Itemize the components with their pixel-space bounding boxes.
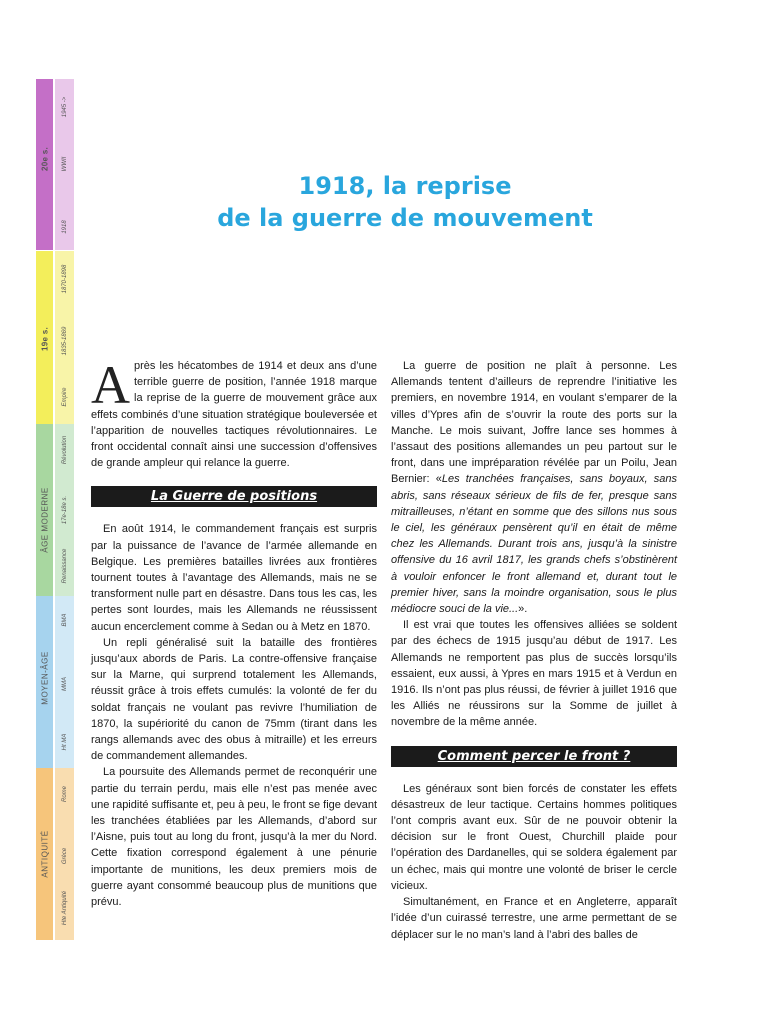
paragraph-text: La guerre de position ne plaît à personne. Les Allemands tentent d’ailleurs de reprendre l’initiative les premiers, en novembre 1914, en voulant s’emparer de la villes d’Ypres afin de s’ouvrir la route des ports sur la Manche. Le mois suivant, Joffre lance ses hommes à l’assaut des positions allemandes un peu partout sur le front, dans une impréparation révélée par un Poilu, Jean Bernier: « [391, 360, 677, 486]
timeline-main-band [36, 596, 53, 768]
intro-paragraph [91, 355, 377, 471]
intro-text: près les hécatombes de 1914 et deux ans d’une terrible guerre de position, l’année 1918 marque la reprise de la guerre de mouvement grâce aux effets combinés d’une situation stratégique bouleversée et l’apparition de nouvelles tactiques révolutionnaires. Le front occidental connaît ainsi une succession d’offensives de grande ampleur qui relance la guerre. [91, 360, 377, 470]
timeline-19th-century [36, 251, 74, 424]
body-paragraph: Il est vrai que toutes les offensives alliées se soldent par des échecs de 1915 jusqu’au début de 1917. Les Allemands ne remportent pas plus de succès lorsqu’ils essaient, eux aussi, à Ypres en mars 1915 et à Verdun en 1916. Ils n’ont pas plus réussi, de février à juillet 1916 que les Alliés ne réussirons sur la Somme de juillet à novembre de la même année. [391, 619, 677, 729]
body-paragraph: En août 1914, le commandement français est surpris par la puissance de l’avance de l’armée allemande en Belgique. Les premières batailles livrées aux frontières tournent toutes à l’avantage des Allemands, mais ne se transforment nulle part en désastre. Dans tous les cas, les pertes sont lourdes, mais les Allemands ne réussissent aucun encerclement comme à Sedan ou à Metz en 1870. [91, 523, 377, 633]
period-label: Rome [61, 785, 68, 803]
period-label: MMA [61, 677, 68, 691]
timeline-main-band [36, 424, 53, 596]
period-label: 1945 -> [61, 96, 68, 118]
timeline-main-band [36, 768, 53, 940]
body-paragraph: Les généraux sont bien forcés de constater les effets désastreux de leur tactique. Certains hommes politiques l’ont compris avant eux. Sûr de ne pouvoir obtenir la décision sur le front Ouest, Churchill plaide pour l’opération des Dardanelles, qui se soldera également par un échec, mais qui montre une volonté de briser le cercle vicieux. [391, 782, 677, 892]
timeline-main-band [36, 251, 53, 424]
timeline-sub-band [55, 768, 74, 940]
timeline-sub-band [55, 251, 74, 424]
period-label: Grèce [61, 847, 68, 865]
left-column [91, 355, 377, 910]
body-paragraph: Un repli généralisé suit la bataille des frontières jusqu’aux abords de Paris. La contre-offensive française sur la Marne, qui surprend totalement les Allemands, réussit grâce à trois effets cumulés: la volonté de fer du soldat français ne voulant pas revivre l’humiliation de 1870, la supériorité du canon de 75mm (tirant dans les rangs allemands avec des obus à mitraille) et les erreurs de commandement allemandes. [91, 636, 377, 763]
body-paragraph: La poursuite des Allemands permet de reconquérir une partie du terrain perdu, mais elle n’est pas menée avec une rapidité suffisante et, peu à peu, le front se fige devant les tranchées établiées par les Allemands, d’abord sur l’Aisne, puis tout au long du front, jusqu’à la mer du Nord. Cette fixation correspond également à une pénurie importante de munitions, les deux premiers mois de guerre ayant consommé beaucoup plus de munitions que prévu. [91, 766, 377, 909]
body-paragraph: Simultanément, en France et en Angleterre, apparaît l’idée d’un cuirassé terrestre, une arme permettant de se déplacer sur le no man’s land à l’abri des balles de [391, 896, 677, 941]
period-label: WWII [61, 156, 68, 172]
title-line-2: de la guerre de mouvement [217, 204, 593, 232]
quote-text: Les tranchées françaises, sans boyaux, sans abris, sans réseaux sérieux de fils de fer, presque sans mitrailleuses, n’étant en somme que des sillons nus sous le ciel, les généraux pensèrent qu’il en était de même chez les Allemands. Durant trois ans, jusqu’à la sinistre offensive du 16 avril 1817, les grands chefs s’obstinèrent à vouloir enfoncer le front allemand et, durant tout le premier hiver, sans la moindre organisation, sous le plus médiocre souci de la vie... [391, 473, 677, 616]
era-label: 20e s. [40, 146, 49, 172]
period-label: 1870-1898 [61, 264, 68, 294]
section-heading: La Guerre de positions [91, 486, 377, 507]
period-label: 1835-1869 [61, 326, 68, 356]
timeline-modern-age [36, 424, 74, 596]
timeline-sub-band [55, 596, 74, 768]
period-label: Ht MA [61, 733, 68, 751]
paragraph-text: ». [518, 603, 528, 616]
timeline-sub-band [55, 424, 74, 596]
page-title [120, 170, 690, 234]
title-line-1: 1918, la reprise [298, 172, 512, 200]
section-heading: Comment percer le front ? [391, 746, 677, 767]
timeline-middle-ages [36, 596, 74, 768]
period-label: Empire [61, 387, 68, 407]
period-label: Révolution [61, 435, 68, 465]
body-paragraph [391, 358, 677, 617]
period-label: 1918 [61, 220, 68, 234]
right-column [391, 358, 677, 943]
era-label: ÂGE MODERNE [40, 487, 49, 553]
era-label: MOYEN-ÂGE [40, 651, 49, 705]
drop-cap: A [91, 355, 130, 415]
timeline-antiquity [36, 768, 74, 940]
period-label: Renaissance [61, 548, 68, 584]
period-label: Hte Antiquité [61, 890, 68, 926]
timeline-20th-century [36, 79, 74, 250]
era-label: 19e s. [40, 326, 49, 352]
period-label: BMA [61, 613, 68, 627]
era-label: ANTIQUITÉ [40, 830, 49, 878]
period-label: 17e-18e s. [61, 495, 68, 525]
timeline-sub-band [55, 79, 74, 250]
timeline-main-band [36, 79, 53, 250]
